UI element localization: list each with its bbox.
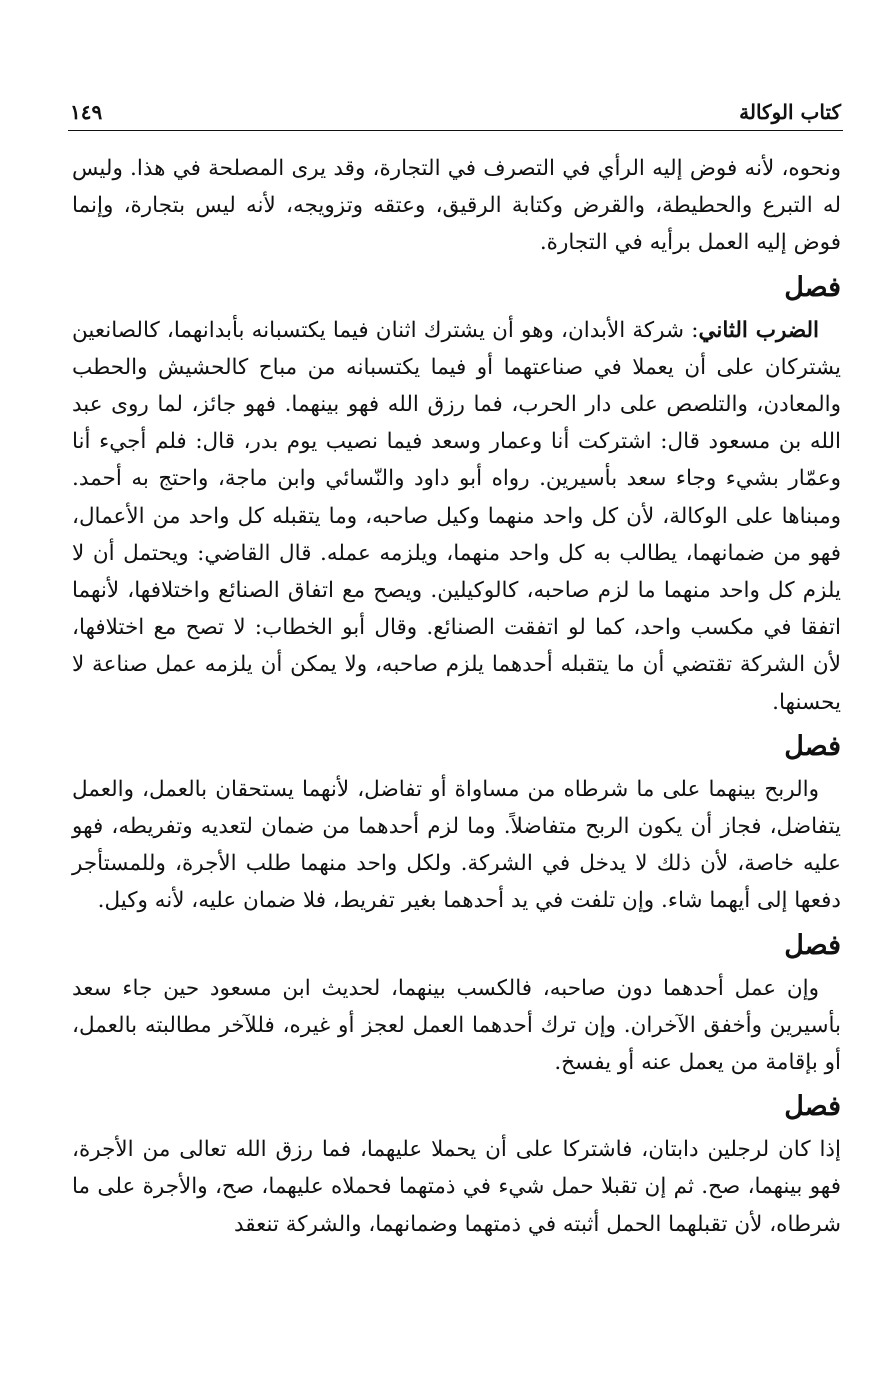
section-heading: فصل <box>784 271 841 303</box>
body-text <box>72 150 841 1243</box>
section-paragraph: والربح بينهما على ما شرطاه من مساواة أو تفاضل، لأنهما يستحقان بالعمل، والعمل يتفاضل، فجاز أن يكون الربح متفاضلاً. وما لزم أحدهما من ضمان لتعديه وتفريطه، فهو عليه خاصة، لأن ذلك لا يدخل في الشركة. ولكل واحد منهما طلب الأجرة، وللمستأجر دفعها إلى أيهما شاء. وإن تلفت في يد أحدهما بغير تفريط، فلا ضمان عليه، لأنه وكيل. <box>72 776 841 914</box>
running-header <box>70 88 841 124</box>
section-heading: فصل <box>784 1091 841 1123</box>
section-paragraph <box>72 312 841 721</box>
lead-term: الضرب الثاني <box>698 317 819 343</box>
paragraph-text: : شركة الأبدان، وهو أن يشترك اثنان فيما يكتسبانه بأبدانهما، كالصانعين يشتركان على أن يعملا في صناعتهما أو فيما يكتسبانه من مباح كالحشيش والحطب والمعادن، والتلصص على دار الحرب، فما رزق الله فهو بينهما. فهو جائز، لما روى عبد الله بن مسعود قال: اشتركت أنا وعمار وسعد فيما نصيب يوم بدر، قال: فلم أجيء أنا وعمّار بشيء وجاء سعد بأسيرين. رواه أبو داود والنّسائي وابن ماجة، واحتج به أحمد. ومبناها على الوكالة، لأن كل واحد منهما وكيل صاحبه، وما يتقبله كل واحد من الأعمال، فهو من ضمانهما، يطالب به كل واحد منهما، ويلزمه عمله. قال القاضي: ويحتمل أن لا يلزم كل واحد منهما ما لزم صاحبه، كالوكيلين. ويصح مع اتفاق الصنائع واختلافها، لأنهما اتفقا في مكسب واحد، كما لو اتفقت الصنائع. وقال أبو الخطاب: لا تصح مع اختلافها، لأن الشركة تقتضي أن ما يتقبله أحدهما يلزم صاحبه، ولا يمكن أن يلزمه عمل صناعة لا يحسنها. <box>72 317 841 715</box>
paragraph-continuation: ونحوه، لأنه فوض إليه الرأي في التصرف في التجارة، وقد يرى المصلحة في هذا. وليس له التبرع والحطيطة، والقرض وكتابة الرقيق، وعتقه وتزويجه، لأنه ليس بتجارة، وإنما فوض إليه العمل برأيه في التجارة. <box>72 156 841 256</box>
section-paragraph: وإن عمل أحدهما دون صاحبه، فالكسب بينهما، لحديث ابن مسعود حين جاء سعد بأسيرين وأخفق الآخران. وإن ترك أحدهما العمل لعجز أو غيره، فللآخر مطالبته بالعمل، أو بإقامة من يعمل عنه أو يفسخ. <box>72 975 841 1076</box>
section-heading: فصل <box>784 929 841 961</box>
page-number: ١٤٩ <box>70 100 103 124</box>
section-paragraph: إذا كان لرجلين دابتان، فاشتركا على أن يحملا عليهما، فما رزق الله تعالى من الأجرة، فهو بينهما، صح. ثم إن تقبلا حمل شيء في ذمتهما فحملاه عليهما، صح، والأجرة على ما شرطاه، لأن تقبلهما الحمل أثبته في ذمتهما وضمانهما، والشركة تنعقد <box>72 1137 841 1237</box>
book-title: كتاب الوكالة <box>739 100 841 124</box>
header-rule <box>68 130 843 131</box>
section-heading: فصل <box>784 730 841 762</box>
